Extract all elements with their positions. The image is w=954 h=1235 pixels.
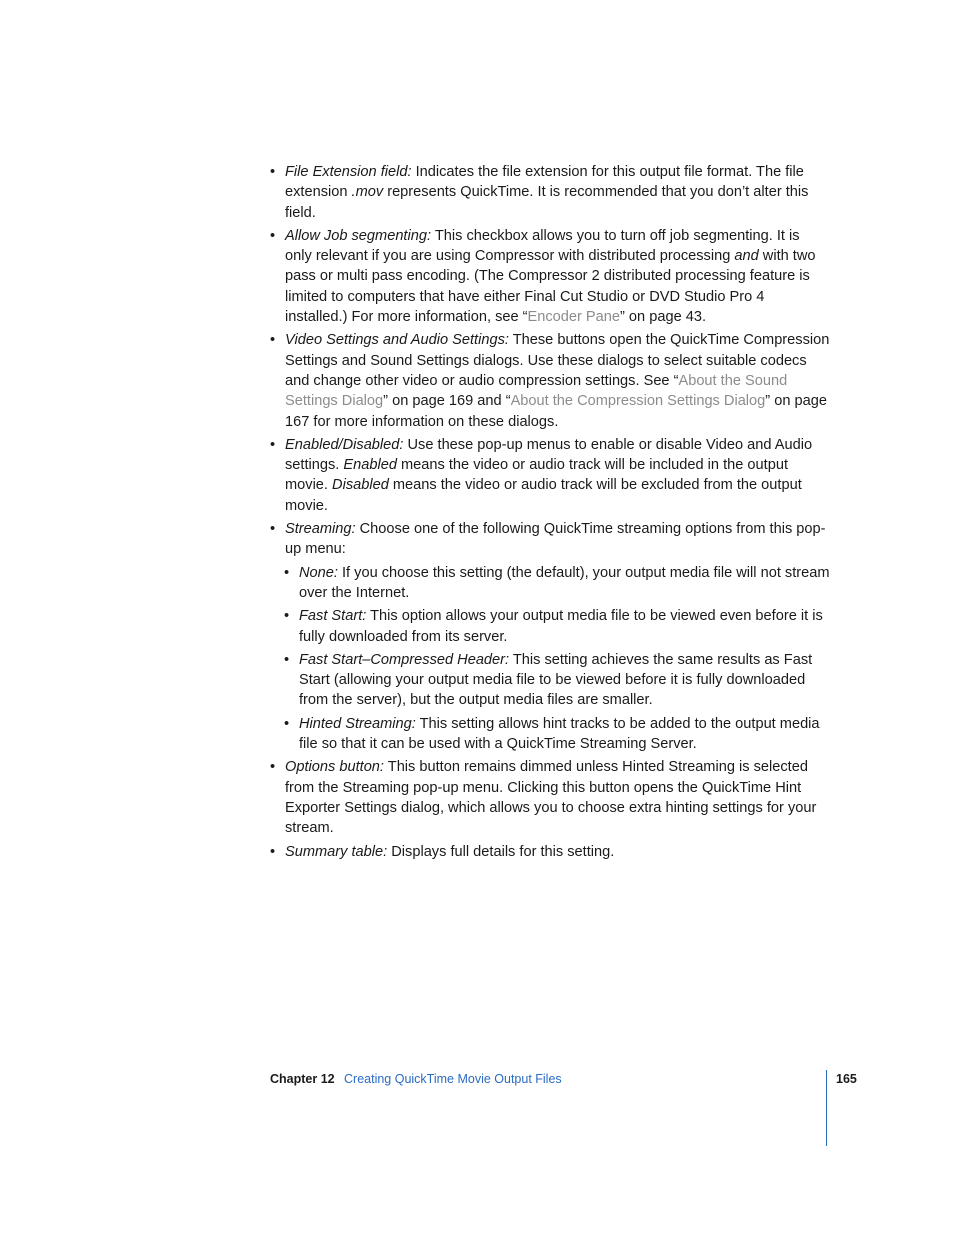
bullet-icon: •: [284, 608, 290, 625]
item-text: If you choose this setting (the default), your output media file will not stream over the Internet.: [299, 564, 830, 601]
list-item: [270, 842, 830, 862]
sub-list-item: [284, 563, 830, 604]
item-text: Displays full details for this setting.: [387, 843, 615, 860]
item-text: This setting achieves the same results as Fast Start (allowing your output media file to be viewed before it is fully downloaded from the server), but the output media files are smaller.: [299, 651, 813, 709]
item-term: Streaming:: [285, 521, 356, 538]
item-text: ” on page 43.: [620, 309, 707, 326]
emphasis-text: Disabled: [332, 477, 389, 494]
item-text: This checkbox allows you to turn off job segmenting. It is only relevant if you are using Compressor with distributed processing: [285, 227, 800, 265]
item-term: Video Settings and Audio Settings:: [285, 332, 509, 349]
item-text: represents QuickTime. It is recommended that you don’t alter this field.: [285, 184, 809, 221]
list-item: [270, 162, 830, 223]
bullet-icon: •: [270, 164, 276, 180]
item-term: File Extension field:: [285, 164, 412, 180]
item-text: means the video or audio track will be excluded from the output movie.: [285, 477, 802, 514]
cross-reference-link[interactable]: About the Sound Settings Dialog: [285, 372, 788, 410]
item-text: means the video or audio track will be included in the output movie.: [285, 457, 788, 494]
item-term: Allow Job segmenting:: [285, 227, 432, 244]
item-term: None:: [299, 564, 338, 581]
cross-reference-link[interactable]: About the Compression Settings Dialog: [510, 393, 766, 410]
item-text: This button remains dimmed unless Hinted Streaming is selected from the Streaming pop-up menu. Clicking this button opens the QuickTime Hint Exporter Settings dialog, which allows you to choose extra hinting settings for your stream.: [285, 759, 817, 837]
item-text: These buttons open the QuickTime Compression Settings and Sound Settings dialogs. Use these dialogs to select suitable codecs and change other video or audio compression settings. See “: [285, 332, 830, 389]
bullet-icon: •: [270, 227, 276, 244]
item-text: with two pass or multi pass encoding. (The Compressor 2 distributed processing feature is limited to computers that have either Final Cut Studio or DVD Studio Pro 4 installed.) For more information, see “: [285, 248, 816, 326]
sub-list-item: [284, 606, 830, 647]
item-text: ” on page 169 and “: [383, 393, 511, 410]
item-text: Choose one of the following QuickTime streaming options from this pop-up menu:: [285, 521, 826, 558]
item-term: Fast Start:: [299, 608, 367, 625]
bullet-icon: •: [270, 759, 276, 776]
item-text: This setting allows hint tracks to be added to the output media file so that it can be used with a QuickTime Streaming Server.: [299, 715, 820, 753]
sub-list-item: [284, 650, 830, 711]
item-text: This option allows your output media file to be viewed even before it is fully downloaded from its server.: [299, 608, 823, 645]
bullet-icon: •: [270, 843, 276, 860]
item-term: Enabled/Disabled:: [285, 436, 404, 453]
item-text: ” on page 167 for more information on these dialogs.: [285, 393, 827, 430]
item-term: Summary table:: [285, 843, 388, 860]
sub-list-item: [284, 714, 830, 755]
list-item: [270, 757, 830, 838]
bullet-icon: •: [270, 436, 276, 453]
list-item: [270, 519, 830, 560]
bullet-icon: •: [284, 564, 290, 581]
bullet-icon: •: [270, 521, 276, 538]
item-term: Options button:: [285, 759, 384, 776]
item-term: Hinted Streaming:: [299, 715, 416, 732]
footer-chapter-label: Chapter 12: [270, 1072, 335, 1086]
item-term: Fast Start–Compressed Header:: [299, 651, 510, 668]
footer-divider: [826, 1070, 827, 1146]
list-item: [270, 435, 830, 516]
list-item: [270, 226, 830, 327]
page-number: 165: [836, 1072, 857, 1086]
body-text: [270, 162, 830, 865]
emphasis-text: Enabled: [343, 457, 397, 474]
bullet-icon: •: [284, 715, 290, 732]
emphasis-text: .mov: [351, 184, 384, 201]
item-text: Use these pop-up menus to enable or disable Video and Audio settings.: [285, 436, 813, 474]
footer-chapter-title: Creating QuickTime Movie Output Files: [344, 1072, 562, 1086]
bullet-icon: •: [270, 332, 276, 349]
emphasis-text: and: [734, 248, 759, 265]
item-text: Indicates the file extension for this output file format. The file extension: [285, 164, 804, 201]
list-item: [270, 330, 830, 431]
bullet-icon: •: [284, 651, 290, 668]
cross-reference-link[interactable]: Encoder Pane: [527, 309, 621, 326]
